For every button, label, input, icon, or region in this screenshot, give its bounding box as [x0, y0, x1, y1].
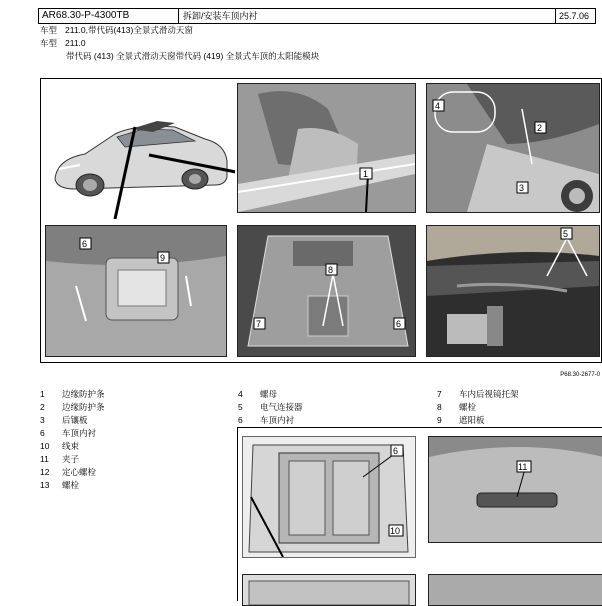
callout-7: 7: [256, 319, 262, 329]
photo-sun-visor: [45, 225, 227, 357]
diagram-roof-liner: [242, 436, 416, 558]
legend-item: 9 遮阳板: [437, 415, 485, 425]
document-header: [38, 8, 596, 24]
legend-item: 2 边缘防护条: [40, 402, 105, 412]
callout-4: 4: [435, 101, 441, 111]
figure-reference: P68.30-2677-0: [560, 372, 600, 378]
callout-6a: 6: [82, 239, 88, 249]
legend-item: 6 车顶内衬: [238, 415, 295, 425]
photo-clip: [428, 436, 602, 543]
callout-1: 1: [363, 169, 369, 179]
legend-item: 1 边缘防护条: [40, 389, 105, 399]
model-value: 211.0,带代码(413)全景式滑动天窗: [65, 25, 193, 35]
legend-item: 3 后镶板: [40, 415, 88, 425]
figure-frame: [40, 78, 602, 363]
callout-6c: 6: [393, 446, 399, 456]
legend-item: 7 车内后视镜托架: [437, 389, 519, 399]
doc-title: 拆卸/安装车顶内衬: [179, 9, 556, 23]
callout-5: 5: [563, 229, 569, 239]
legend-item: 11 夹子: [40, 454, 80, 464]
model-note: 带代码 (413) 全景式滑动天窗带代码 (419) 全景式车顶的太阳能模块: [66, 51, 320, 61]
legend-item: 4 螺母: [238, 389, 278, 399]
callout-2: 2: [537, 123, 543, 133]
legend-item: 6 车顶内衬: [40, 428, 97, 438]
photo-door-sill: [237, 83, 416, 213]
callout-9: 9: [160, 253, 166, 263]
model-label: 车型: [40, 25, 58, 35]
callout-6b: 6: [396, 319, 402, 329]
lower-figure-frame: [237, 427, 602, 601]
callout-11: 11: [518, 462, 528, 472]
car-illustration: [45, 99, 235, 219]
photo-mirror-mount: [237, 225, 416, 357]
model-line-2: [40, 38, 86, 49]
callout-10: 10: [390, 526, 401, 536]
legend-column-3: [437, 388, 519, 427]
doc-code: AR68.30-P-4300TB: [39, 9, 179, 23]
callout-3: 3: [519, 183, 525, 193]
legend-item: 5 电气连接器: [238, 402, 303, 412]
callout-8: 8: [328, 265, 334, 275]
photo-bottom-left: [242, 574, 416, 606]
photo-bottom-right: [428, 574, 602, 606]
legend-item: 8 螺栓: [437, 402, 477, 412]
legend-item: 10 线束: [40, 441, 80, 451]
legend-column-2: [238, 388, 303, 427]
legend-column-1: [40, 388, 105, 492]
photo-rear-pillar: [426, 83, 600, 213]
model-value: 211.0: [65, 38, 86, 48]
legend-item: 13 螺栓: [40, 480, 80, 490]
legend-item: 12 定心螺栓: [40, 467, 97, 477]
photo-connectors: [426, 225, 600, 357]
doc-date: 25.7.06: [559, 11, 590, 21]
model-line-1: [40, 25, 193, 36]
model-label: 车型: [40, 38, 58, 48]
